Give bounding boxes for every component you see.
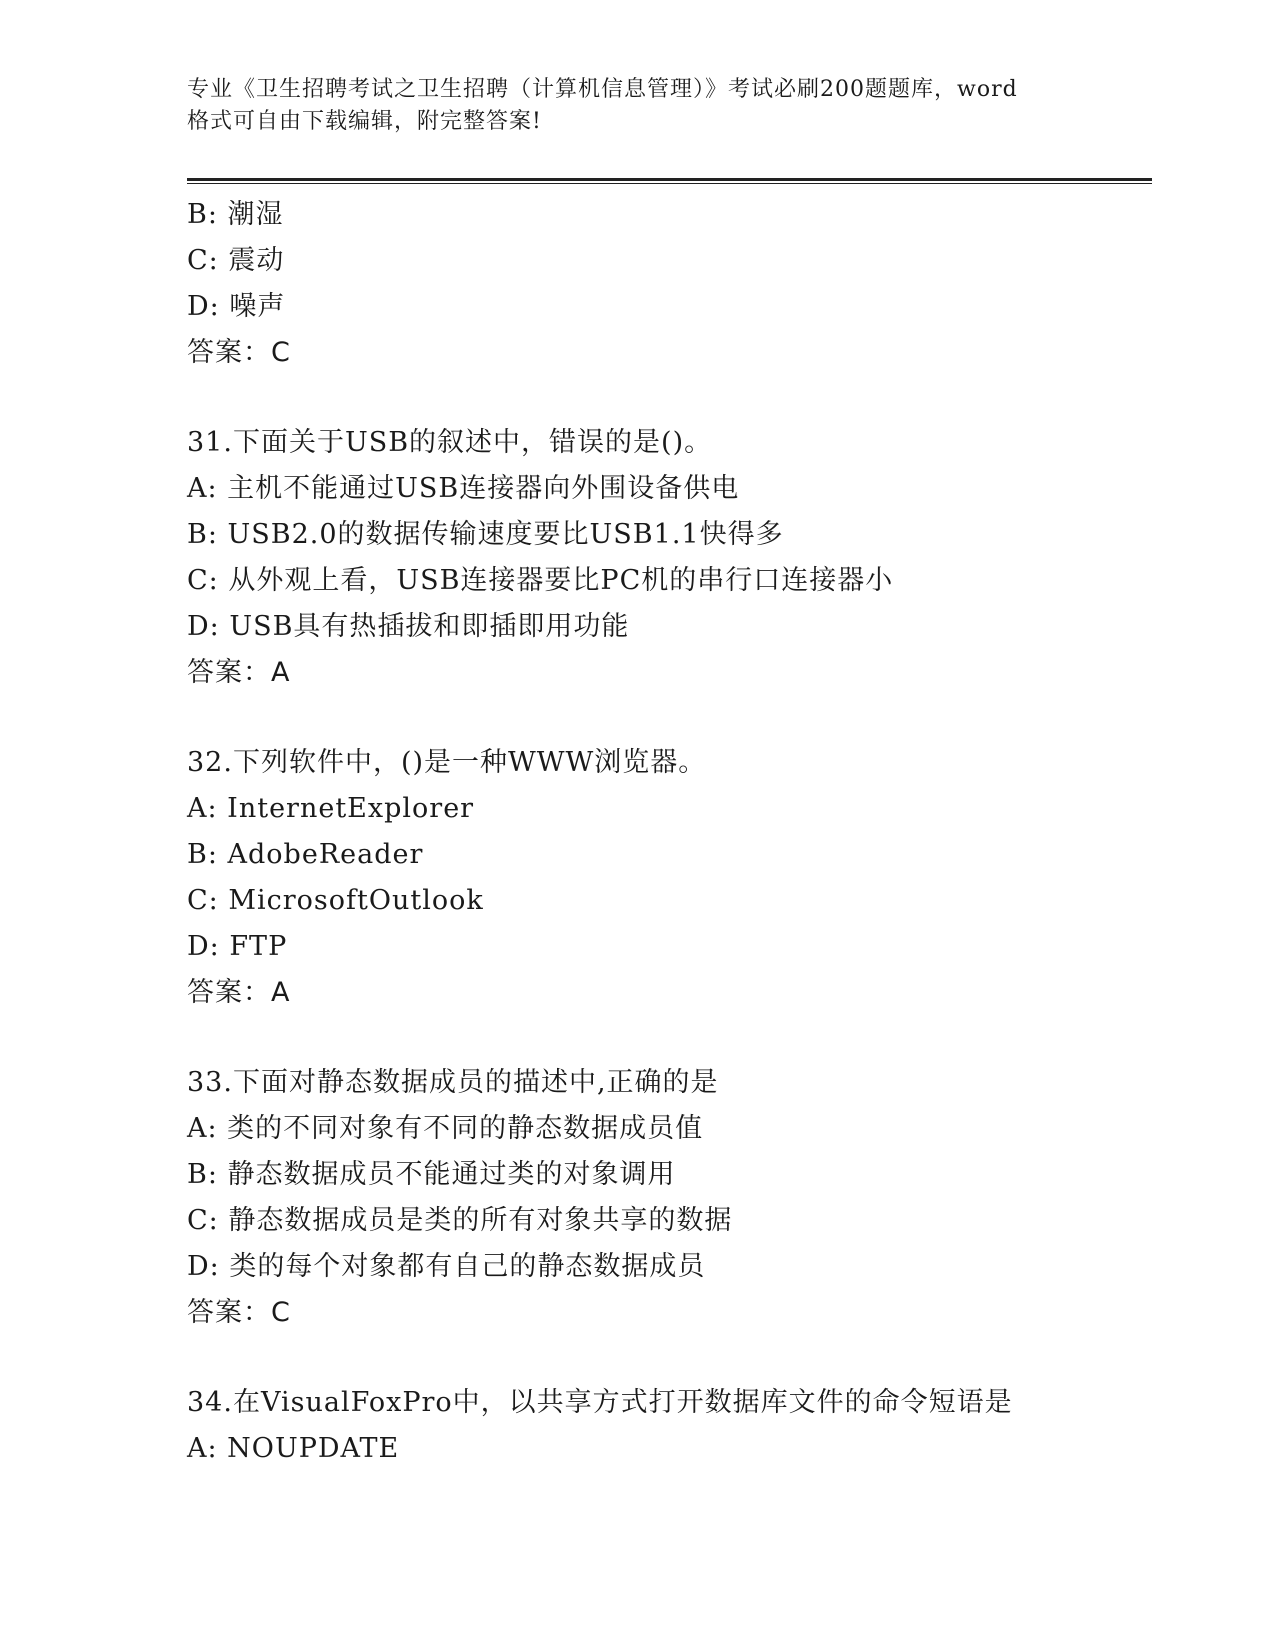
- question-spacer: [187, 376, 1147, 420]
- question-34: [187, 1380, 1147, 1472]
- question-stem: 34.在VisualFoxPro中，以共享方式打开数据库文件的命令短语是: [187, 1387, 1013, 1418]
- option-d: D: FTP: [187, 931, 288, 962]
- option-c: C: MicrosoftOutlook: [187, 885, 484, 916]
- header-divider-thick: [187, 178, 1152, 181]
- option-d: D: 噪声: [187, 291, 286, 322]
- question-30-continued: [187, 192, 1147, 376]
- question-spacer: [187, 1016, 1147, 1060]
- option-b: B: AdobeReader: [187, 839, 424, 870]
- question-spacer: [187, 696, 1147, 740]
- option-d: D: 类的每个对象都有自己的静态数据成员: [187, 1251, 706, 1282]
- option-d: D: USB具有热插拔和即插即用功能: [187, 611, 630, 642]
- document-header: [187, 74, 1087, 138]
- question-31: [187, 420, 1147, 696]
- option-b: B: 潮湿: [187, 199, 284, 230]
- option-a: A: 类的不同对象有不同的静态数据成员值: [187, 1113, 704, 1144]
- answer-label: 答案：A: [187, 657, 291, 688]
- question-list: [187, 192, 1147, 1472]
- option-b: B: 静态数据成员不能通过类的对象调用: [187, 1159, 676, 1190]
- header-line-1: 专业《卫生招聘考试之卫生招聘（计算机信息管理）》考试必刷200题题库，word: [187, 77, 1018, 102]
- header-divider-thin: [187, 183, 1152, 184]
- option-a: A: NOUPDATE: [187, 1433, 400, 1464]
- answer-label: 答案：C: [187, 1297, 291, 1328]
- question-33: [187, 1060, 1147, 1336]
- answer-label: 答案：A: [187, 977, 291, 1008]
- question-stem: 33.下面对静态数据成员的描述中,正确的是: [187, 1067, 719, 1098]
- question-stem: 32.下列软件中，()是一种WWW浏览器。: [187, 747, 707, 778]
- header-line-2: 格式可自由下载编辑，附完整答案!: [187, 109, 542, 134]
- question-32: [187, 740, 1147, 1016]
- question-spacer: [187, 1336, 1147, 1380]
- option-c: C: 从外观上看，USB连接器要比PC机的串行口连接器小: [187, 565, 894, 596]
- option-c: C: 震动: [187, 245, 285, 276]
- option-c: C: 静态数据成员是类的所有对象共享的数据: [187, 1205, 733, 1236]
- option-b: B: USB2.0的数据传输速度要比USB1.1快得多: [187, 519, 784, 550]
- option-a: A: InternetExplorer: [187, 793, 475, 824]
- answer-label: 答案：C: [187, 337, 291, 368]
- question-stem: 31.下面关于USB的叙述中，错误的是()。: [187, 427, 713, 458]
- option-a: A: 主机不能通过USB连接器向外围设备供电: [187, 473, 740, 504]
